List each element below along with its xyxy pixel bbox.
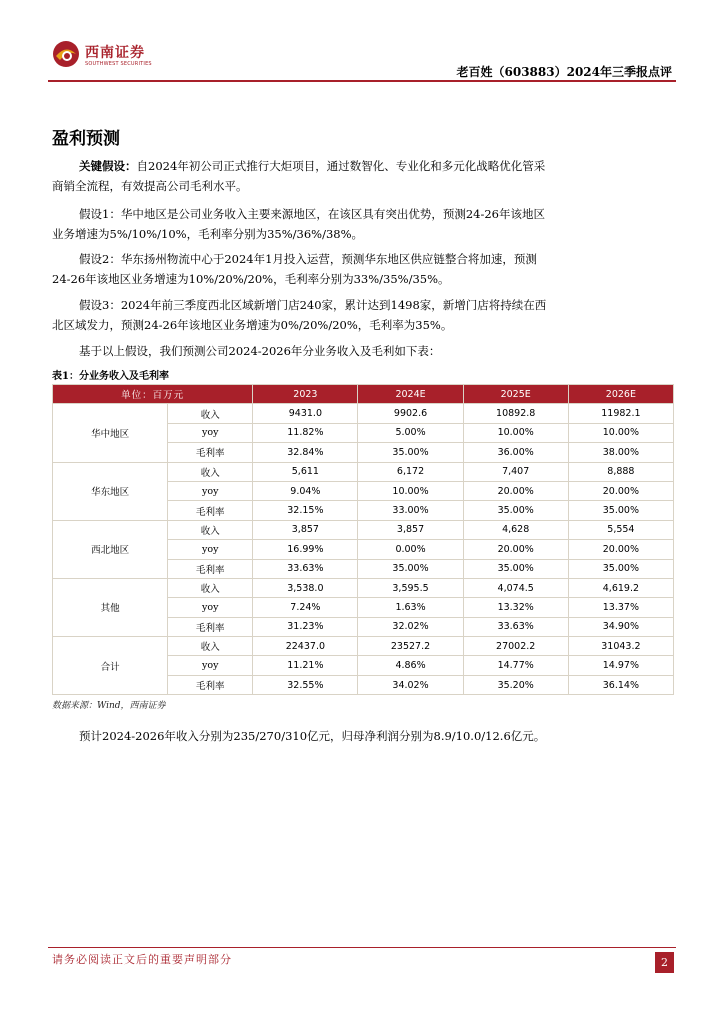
- metric-cell: 毛利率: [168, 559, 253, 578]
- metric-cell: 收入: [168, 578, 253, 597]
- value-cell: 35.00%: [358, 443, 463, 462]
- value-cell: 7.24%: [253, 598, 358, 617]
- value-cell: 22437.0: [253, 637, 358, 656]
- value-cell: 35.00%: [568, 559, 673, 578]
- table-row: [53, 462, 674, 481]
- value-cell: 20.00%: [568, 540, 673, 559]
- value-cell: 10892.8: [463, 404, 568, 423]
- unit-header: 单位：百万元: [53, 385, 253, 404]
- value-cell: 35.00%: [463, 559, 568, 578]
- value-cell: 9.04%: [253, 481, 358, 500]
- year-header: 2023: [253, 385, 358, 404]
- paragraph-assumption-1: 假设1：华中地区是公司业务收入主要来源地区，在该区具有突出优势，预测24-26年该地区业务增速为5%/10%/10%，毛利率分别为35%/36%/38%。: [52, 207, 545, 241]
- value-cell: 5.00%: [358, 423, 463, 442]
- value-cell: 10.00%: [568, 423, 673, 442]
- key-assumptions-text: 自2024年初公司正式推行大炬项目，通过数智化、专业化和多元化战略优化管采商销全流程，有效提高公司毛利水平。: [52, 159, 546, 193]
- footer-divider: [48, 947, 676, 948]
- metric-cell: 毛利率: [168, 617, 253, 636]
- value-cell: 32.55%: [253, 675, 358, 694]
- metric-cell: yoy: [168, 656, 253, 675]
- table-caption: 表1：分业务收入及毛利率: [52, 371, 169, 382]
- value-cell: 35.00%: [358, 559, 463, 578]
- metric-cell: yoy: [168, 540, 253, 559]
- logo-emblem-icon: [52, 40, 80, 68]
- table-row: [53, 578, 674, 597]
- value-cell: 3,538.0: [253, 578, 358, 597]
- data-source-note: 数据来源：Wind，西南证券: [52, 701, 166, 711]
- table-row: [53, 404, 674, 423]
- value-cell: 4,619.2: [568, 578, 673, 597]
- value-cell: 33.00%: [358, 501, 463, 520]
- value-cell: 10.00%: [358, 481, 463, 500]
- value-cell: 33.63%: [463, 617, 568, 636]
- table-row: [53, 637, 674, 656]
- value-cell: 35.00%: [568, 501, 673, 520]
- header-divider: [48, 80, 676, 82]
- value-cell: 34.90%: [568, 617, 673, 636]
- logo-chinese-name: 西南证券: [85, 45, 145, 61]
- value-cell: 10.00%: [463, 423, 568, 442]
- value-cell: 0.00%: [358, 540, 463, 559]
- value-cell: 3,857: [358, 520, 463, 539]
- table-header-row: [53, 385, 674, 404]
- table-body: [53, 404, 674, 695]
- metric-cell: 收入: [168, 637, 253, 656]
- value-cell: 36.14%: [568, 675, 673, 694]
- metric-cell: 收入: [168, 404, 253, 423]
- table-row: [53, 520, 674, 539]
- year-header: 2024E: [358, 385, 463, 404]
- value-cell: 32.15%: [253, 501, 358, 520]
- metric-cell: yoy: [168, 423, 253, 442]
- value-cell: 36.00%: [463, 443, 568, 462]
- metric-cell: yoy: [168, 598, 253, 617]
- value-cell: 13.32%: [463, 598, 568, 617]
- paragraph-assumption-2: 假设2：华东扬州物流中心于2024年1月投入运营，预测华东地区供应链整合将加速，预测24-26年该地区业务增速为10%/20%/20%，毛利率分别为33%/35%/35%。: [52, 252, 537, 286]
- value-cell: 32.02%: [358, 617, 463, 636]
- region-cell: 华中地区: [53, 404, 168, 462]
- year-header: 2026E: [568, 385, 673, 404]
- value-cell: 5,611: [253, 462, 358, 481]
- value-cell: 14.77%: [463, 656, 568, 675]
- paragraph-forecast-summary: 预计2024-2026年收入分别为235/270/310亿元，归母净利润分别为8.9/10.0/12.6亿元。: [79, 729, 546, 743]
- value-cell: 6,172: [358, 462, 463, 481]
- value-cell: 11.21%: [253, 656, 358, 675]
- value-cell: 4.86%: [358, 656, 463, 675]
- key-assumptions-label: 关键假设：: [79, 159, 137, 173]
- revenue-margin-table: [52, 384, 674, 695]
- value-cell: 9431.0: [253, 404, 358, 423]
- value-cell: 5,554: [568, 520, 673, 539]
- value-cell: 3,857: [253, 520, 358, 539]
- value-cell: 35.20%: [463, 675, 568, 694]
- metric-cell: 收入: [168, 520, 253, 539]
- value-cell: 20.00%: [463, 540, 568, 559]
- section-title: 盈利预测: [52, 129, 120, 149]
- year-header: 2025E: [463, 385, 568, 404]
- region-cell: 其他: [53, 578, 168, 636]
- metric-cell: 毛利率: [168, 443, 253, 462]
- page-number: 2: [655, 952, 674, 973]
- value-cell: 38.00%: [568, 443, 673, 462]
- value-cell: 32.84%: [253, 443, 358, 462]
- value-cell: 4,628: [463, 520, 568, 539]
- value-cell: 11.82%: [253, 423, 358, 442]
- value-cell: 20.00%: [568, 481, 673, 500]
- value-cell: 14.97%: [568, 656, 673, 675]
- value-cell: 4,074.5: [463, 578, 568, 597]
- metric-cell: 收入: [168, 462, 253, 481]
- metric-cell: 毛利率: [168, 501, 253, 520]
- value-cell: 16.99%: [253, 540, 358, 559]
- value-cell: 27002.2: [463, 637, 568, 656]
- paragraph-table-intro: 基于以上假设，我们预测公司2024-2026年分业务收入及毛利如下表：: [79, 344, 441, 358]
- value-cell: 34.02%: [358, 675, 463, 694]
- value-cell: 35.00%: [463, 501, 568, 520]
- paragraph-assumption-3: 假设3：2024年前三季度西北区域新增门店240家，累计达到1498家，新增门店将持续在西北区域发力，预测24-26年该地区业务增速为0%/20%/20%，毛利率为35%。: [52, 298, 547, 332]
- value-cell: 9902.6: [358, 404, 463, 423]
- value-cell: 8,888: [568, 462, 673, 481]
- value-cell: 31043.2: [568, 637, 673, 656]
- value-cell: 1.63%: [358, 598, 463, 617]
- value-cell: 31.23%: [253, 617, 358, 636]
- footer-disclaimer: 请务必阅读正文后的重要声明部分: [52, 953, 232, 966]
- metric-cell: 毛利率: [168, 675, 253, 694]
- report-title: 老百姓（603883）2024年三季报点评: [456, 65, 672, 79]
- value-cell: 23527.2: [358, 637, 463, 656]
- region-cell: 华东地区: [53, 462, 168, 520]
- company-logo: [52, 40, 162, 74]
- value-cell: 33.63%: [253, 559, 358, 578]
- metric-cell: yoy: [168, 481, 253, 500]
- value-cell: 13.37%: [568, 598, 673, 617]
- value-cell: 3,595.5: [358, 578, 463, 597]
- value-cell: 20.00%: [463, 481, 568, 500]
- value-cell: 7,407: [463, 462, 568, 481]
- paragraph-key-assumptions: [52, 156, 552, 196]
- value-cell: 11982.1: [568, 404, 673, 423]
- logo-english-name: SOUTHWEST SECURITIES: [85, 61, 152, 67]
- region-cell: 合计: [53, 637, 168, 695]
- region-cell: 西北地区: [53, 520, 168, 578]
